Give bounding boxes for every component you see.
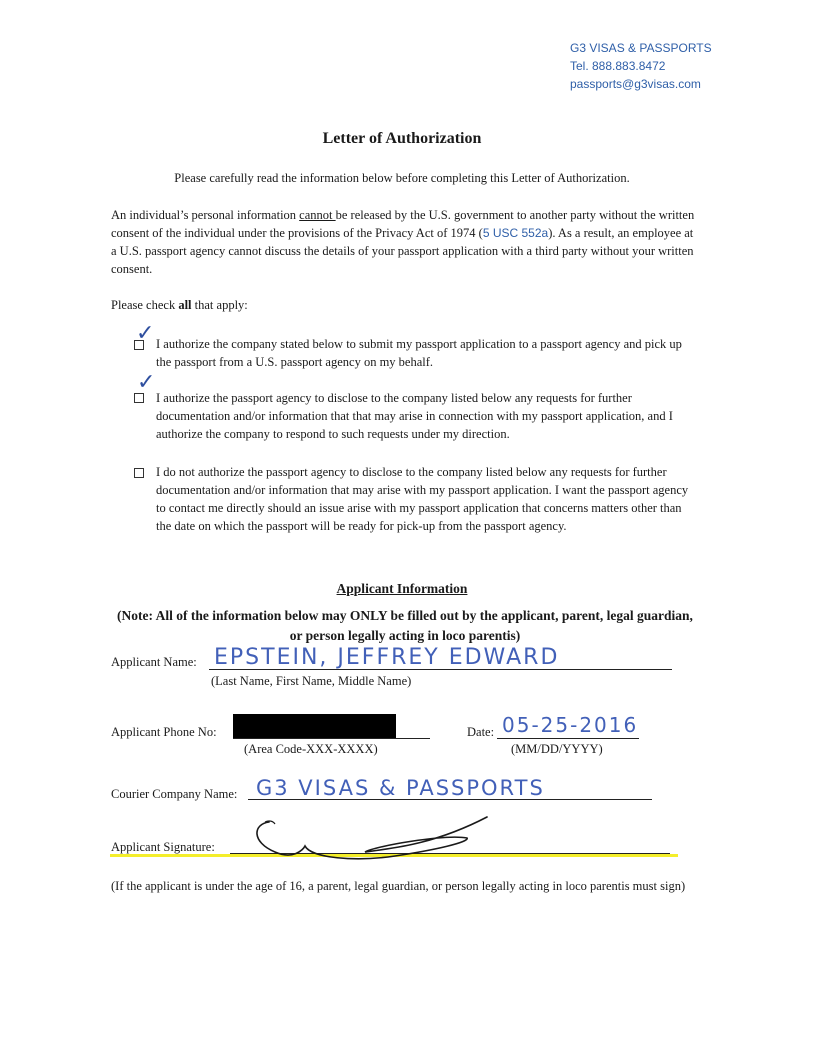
usc-link[interactable]: 5 USC 552a (482, 226, 549, 240)
applicant-name-field[interactable]: EPSTEIN, JEFFREY EDWARD (214, 645, 560, 670)
applicant-phone-label: Applicant Phone No: (111, 725, 217, 739)
date-line (497, 738, 639, 739)
company-email[interactable]: passports@g3visas.com (570, 77, 701, 91)
applicant-note: (Note: All of the information below may ONLY be filled out by the applicant, parent, legal guardian, or person legally acting in loco parentis) (117, 608, 693, 643)
courier-line (248, 799, 652, 800)
privacy-text-3: ). As a result, an employee at a U.S. passport agency cannot discuss the details of your passport application with a third party without your written consent. (111, 226, 694, 276)
checkmark-icon: ✓ (137, 370, 156, 395)
check-prompt (111, 298, 248, 313)
privacy-text-1: An individual’s personal information (111, 208, 300, 222)
option-2-text: I authorize the passport agency to disclose to the company listed below any requests for further documentation and/or information that that may arise in connection with my passport application, and I authorize the company to respond to such requests under my direction. (156, 391, 673, 441)
applicant-phone-hint: (Area Code-XXX-XXXX) (244, 742, 378, 756)
option-3-text: I do not authorize the passport agency to disclose to the company listed below any requests for further documentation and/or information that may arise with my passport application. I want the passport agency to contact me directly should an issue arise with my passport application that concerns matters other than the date on which the passport will be ready for pick-up from the passport agency. (156, 465, 689, 533)
company-name: G3 VISAS & PASSPORTS (570, 41, 712, 55)
check-prompt-prefix: Please check (111, 298, 179, 312)
page-title: Letter of Authorization (322, 130, 482, 147)
footer-note: (If the applicant is under the age of 16, a parent, legal guardian, or person legally acting in loco parentis must sign) (111, 879, 686, 893)
date-field[interactable]: 05-25-2016 (502, 713, 639, 737)
courier-label: Courier Company Name: (111, 787, 238, 801)
applicant-phone-line (233, 738, 430, 739)
date-hint: (MM/DD/YYYY) (511, 742, 603, 756)
privacy-cannot: cannot (299, 208, 336, 222)
checkmark-icon: ✓ (136, 321, 155, 346)
applicant-name-hint: (Last Name, First Name, Middle Name) (211, 674, 412, 688)
date-label: Date: (467, 725, 495, 739)
option-3-checkbox[interactable] (134, 468, 144, 478)
intro-text: Please carefully read the information below before completing this Letter of Authorization. (174, 171, 630, 185)
option-1-text: I authorize the company stated below to submit my passport application to a passport agency and pick up the passport from a U.S. passport agency on my behalf. (156, 337, 682, 369)
privacy-paragraph (111, 206, 701, 278)
privacy-text-2: be released by the U.S. government to another party without the written consent of the individual under the provisions of the Privacy Act of 1974 ( (111, 208, 695, 240)
applicant-name-label: Applicant Name: (111, 655, 197, 669)
check-prompt-suffix: that apply: (191, 298, 248, 312)
company-phone[interactable]: Tel. 888.883.8472 (570, 59, 666, 73)
courier-field[interactable]: G3 VISAS & PASSPORTS (256, 776, 545, 800)
applicant-info-heading: Applicant Information (336, 581, 468, 596)
phone-redaction (233, 714, 396, 739)
signature-image[interactable] (245, 812, 495, 868)
company-header (570, 39, 712, 93)
signature-label: Applicant Signature: (111, 840, 215, 854)
check-prompt-bold: all (178, 298, 192, 312)
